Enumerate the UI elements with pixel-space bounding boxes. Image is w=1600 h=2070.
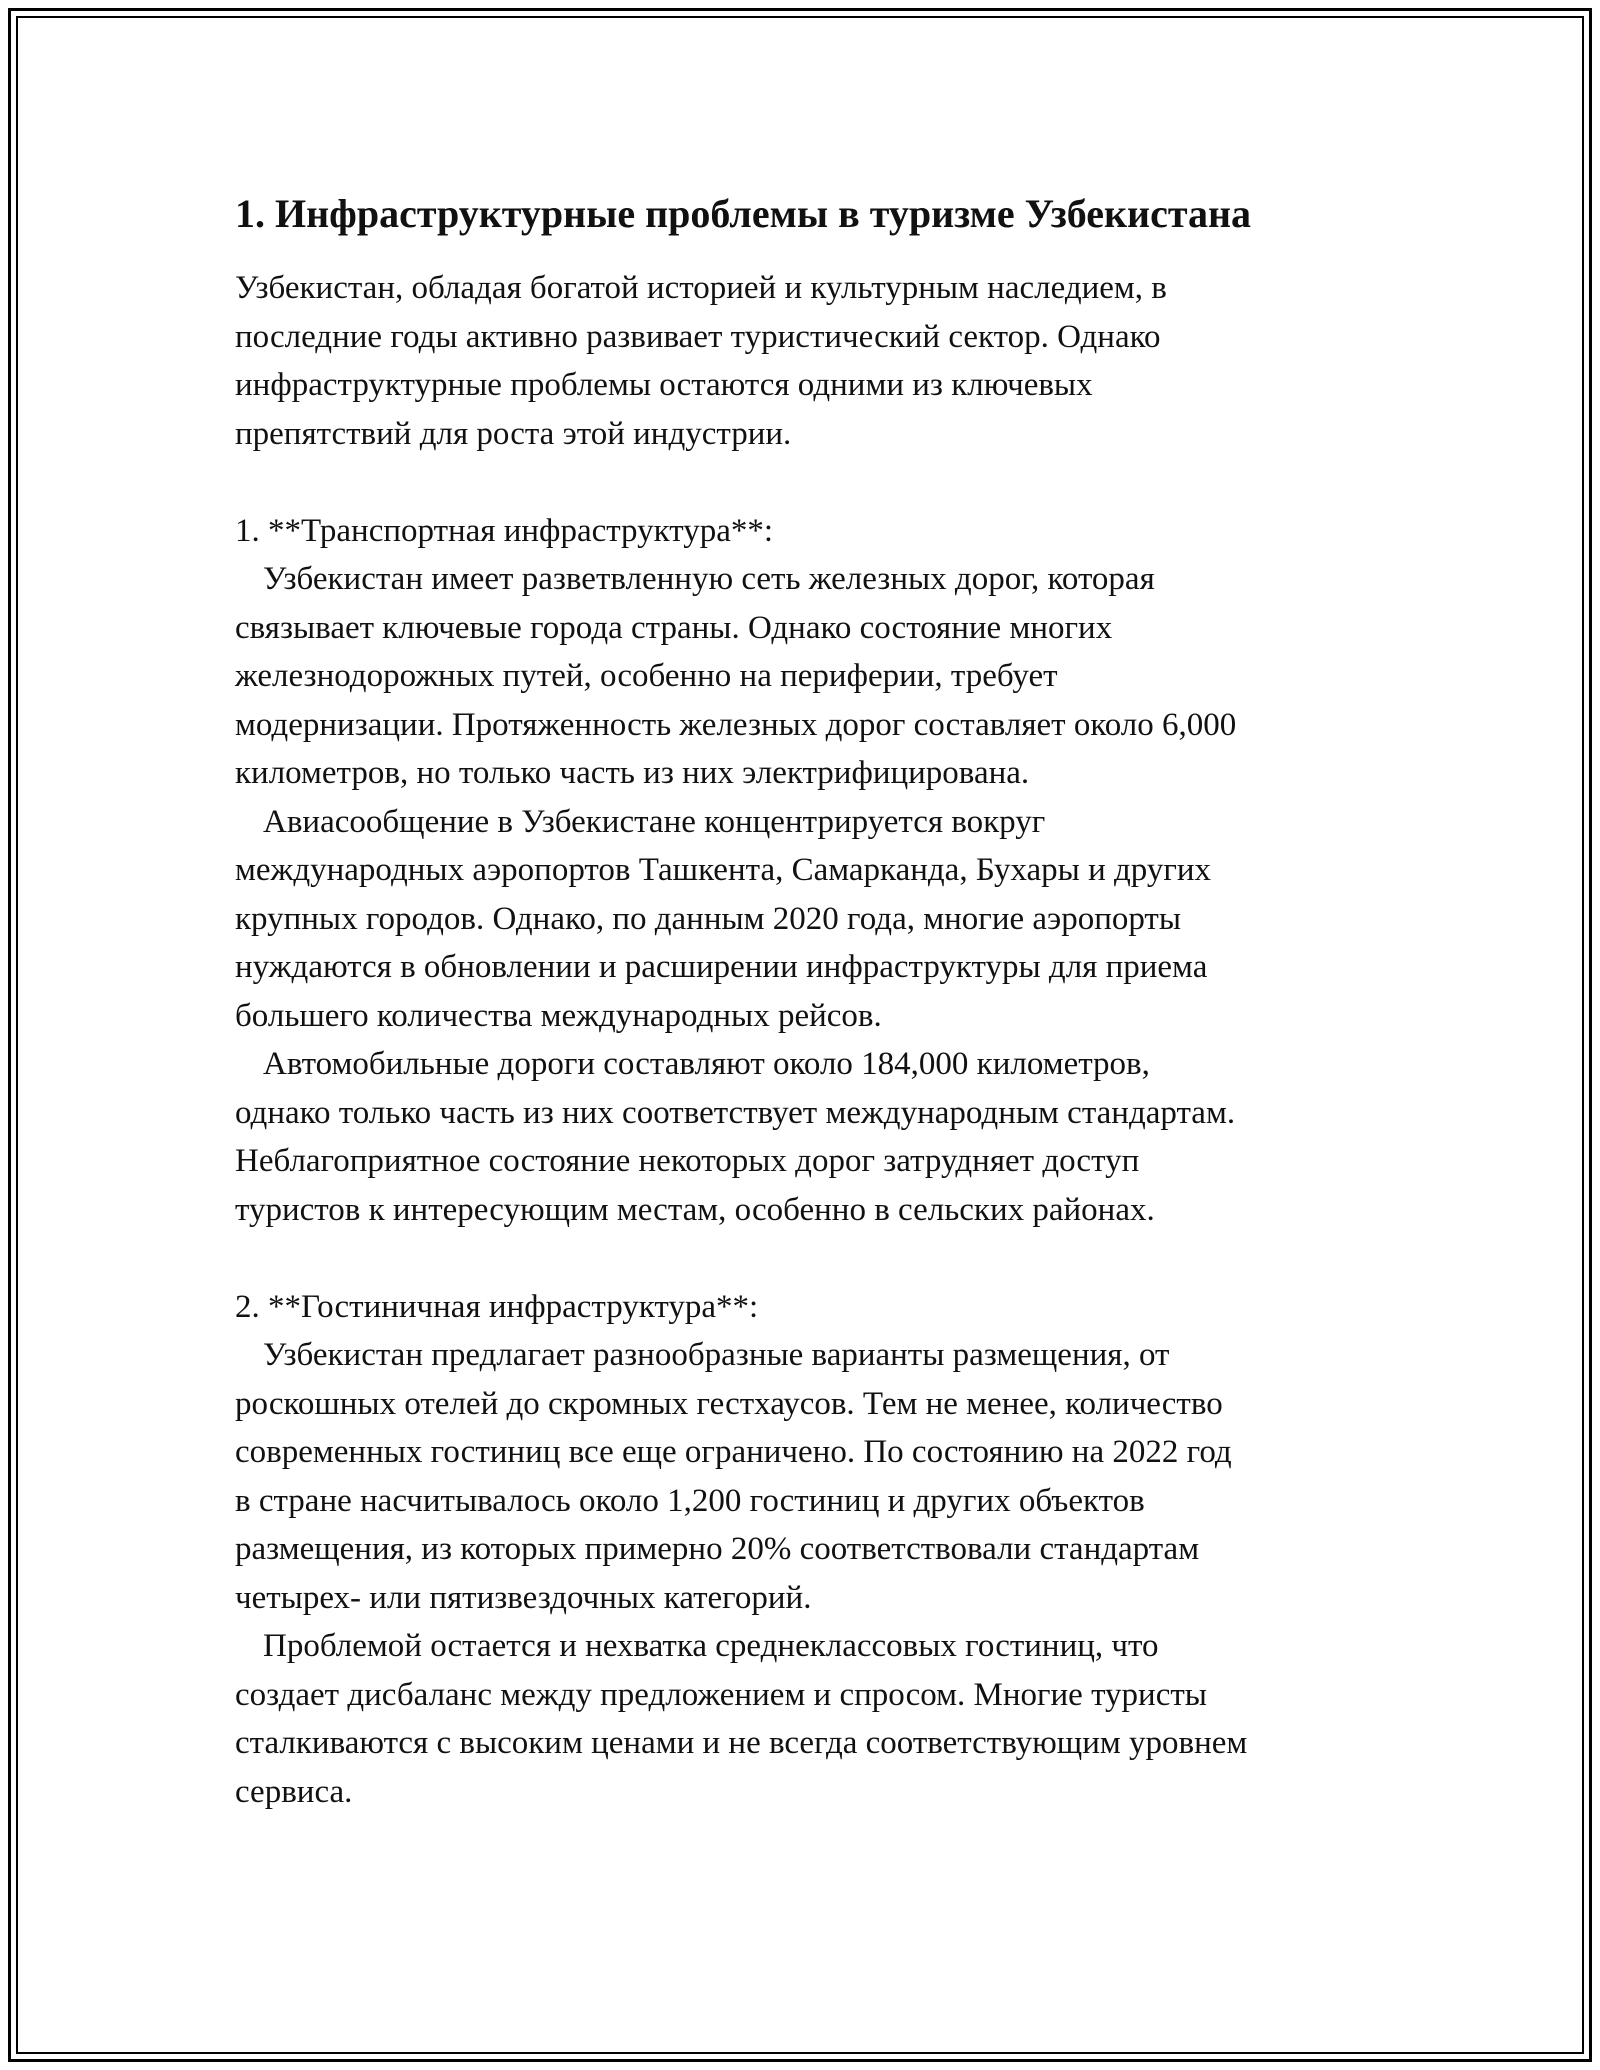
hotels-paragraph-midrange: [235, 1622, 1395, 1816]
transport-paragraph-roads: [235, 1040, 1395, 1234]
paragraph-indent: [235, 1046, 263, 1082]
document-title: 1. Инфраструктурные проблемы в туризме Узбекистана: [235, 191, 1252, 236]
transport-air-text: Авиасообщение в Узбекистане концентрируется вокруг международных аэропортов Ташкента, Самарканда, Бухары и других крупных городов. Однако, по данным 2020 года, многие аэропорты нуждаются в обновлении и расширении инфраструктуры для приема большего количества международных рейсов.: [235, 803, 1212, 1034]
transport-paragraph-rail: [235, 555, 1395, 798]
paragraph-spacer: [235, 458, 1395, 507]
hotels-midrange-text: Проблемой остается и нехватка среднеклассовых гостиниц, что создает дисбаланс между предложением и спросом. Многие туристы сталкиваются с высоким ценами и не всегда соответствующим уровнем сервиса.: [235, 1628, 1248, 1810]
section-heading-hotels: 2. **Гостиничная инфраструктура**:: [235, 1288, 759, 1325]
paragraph-indent: [235, 1337, 263, 1373]
section-transport: [235, 507, 1395, 1235]
intro-paragraph: Узбекистан, обладая богатой историей и культурным наследием, в последние годы активно развивает туристический сектор. Однако инфраструктурные проблемы остаются одними из ключевых препятствий для роста этой индустрии.: [235, 270, 1167, 452]
transport-rail-text: Узбекистан имеет разветвленную сеть железных дорог, которая связывает ключевые города страны. Однако состояние многих железнодорожных путей, особенно на периферии, требует модернизации. Протяженность железных дорог составляет около 6,000 километров, но только часть из них электрифицирована.: [235, 561, 1237, 791]
section-heading-transport: 1. **Транспортная инфраструктура**:: [235, 512, 774, 549]
hotels-supply-text: Узбекистан предлагает разнообразные варианты размещения, от роскошных отелей до скромных гестхаусов. Тем не менее, количество современных гостиниц все еще ограничено. По состоянию на 2022 год в стране насчитывалось около 1,200 гостиниц и других объектов размещения, из которых примерно 20% соответствовали стандартам четырех- или пятизвездочных категорий.: [235, 1337, 1232, 1616]
section-hotels: [235, 1283, 1395, 1817]
transport-roads-text: Автомобильные дороги составляют около 184,000 километров, однако только часть из них соответствует международным стандартам. Неблагоприятное состояние некоторых дорог затрудняет доступ туристов к интересующим местам, особенно в сельских районах.: [235, 1046, 1236, 1228]
paragraph-spacer: [235, 1234, 1395, 1283]
document-body: [235, 188, 1395, 1816]
paragraph-indent: [235, 1628, 263, 1664]
hotels-paragraph-supply: [235, 1331, 1395, 1622]
transport-paragraph-air: [235, 798, 1395, 1041]
paragraph-indent: [235, 804, 263, 840]
paragraph-indent: [235, 561, 263, 597]
